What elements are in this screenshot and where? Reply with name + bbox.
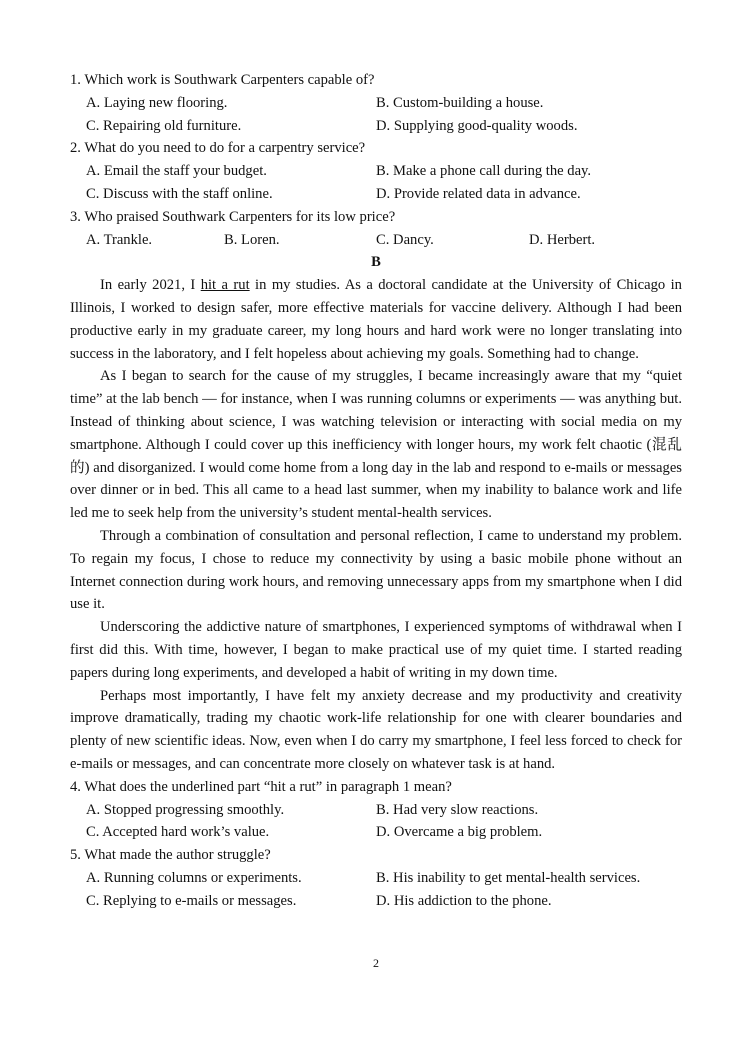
- q4-option-a: A. Stopped progressing smoothly.: [86, 801, 285, 818]
- question-1-options-row-1: [70, 92, 682, 115]
- question-5-options-row-2: [70, 890, 682, 913]
- q1-option-a: A. Laying new flooring.: [86, 94, 228, 111]
- p1-text-before: In early 2021, I: [100, 277, 201, 294]
- q2-option-b: B. Make a phone call during the day.: [376, 163, 592, 180]
- passage-paragraph-4: Underscoring the addictive nature of smartphones, I experienced symptoms of withdrawal when I first did this. With time, however, I began to make practical use of my quiet time. I started reading papers during long experiments, and developed a habit of writing in my down time.: [70, 619, 682, 681]
- section-b-heading: B: [371, 254, 381, 271]
- question-4-options-row-2: [70, 821, 682, 844]
- q5-option-d: D. His addiction to the phone.: [376, 892, 552, 909]
- passage-paragraph-3: Through a combination of consultation and personal reflection, I came to understand my problem. To regain my focus, I chose to reduce my connectivity by using a basic mobile phone without an Internet connection during work hours, and removing unnecessary apps from my smartphone when I did use it.: [70, 527, 682, 613]
- q4-option-b: B. Had very slow reactions.: [376, 801, 539, 818]
- question-1-stem: 1. Which work is Southwark Carpenters capable of?: [70, 72, 375, 88]
- question-1-options-row-2: [70, 115, 682, 138]
- question-2-stem: 2. What do you need to do for a carpentry service?: [70, 140, 366, 157]
- document-page: [70, 69, 682, 912]
- q1-option-b: B. Custom-building a house.: [376, 94, 544, 111]
- q1-option-c: C. Repairing old furniture.: [86, 117, 242, 134]
- question-4-options-row-1: [70, 799, 682, 822]
- passage-paragraph-2: As I began to search for the cause of my struggles, I became increasingly aware that my “quiet time” at the lab bench — for instance, when I was running columns or experiments — was anything but. Instead of thinking about science, I was watching television or interacting with social media on my smartphone. Although I could cover up this inefficiency with longer hours, my work felt chaotic (混乱的) and disorganized. I would come home from a long day in the lab and respond to e-mails or messages over dinner or in bed. This all came to a head last summer, when my inability to balance work and life led me to seek help from the university’s student mental-health services.: [70, 368, 682, 522]
- question-2-options-row-1: [70, 160, 682, 183]
- p1-text-after: in my studies. As a doctoral candidate at the University of Chicago in Illinois, I worked to design safer, more effective materials for vaccine delivery. Although I had been productive early in my graduate career, my long hours and hard work were no longer translating into success in the laboratory, and I felt hopeless about achieving my goals. Something had to change.: [70, 277, 682, 362]
- q5-option-c: C. Replying to e-mails or messages.: [86, 892, 297, 909]
- question-3-options-row: [70, 229, 682, 252]
- q5-option-a: A. Running columns or experiments.: [86, 869, 302, 886]
- q2-option-a: A. Email the staff your budget.: [86, 163, 267, 180]
- page-number: 2: [373, 956, 379, 970]
- question-4-stem: 4. What does the underlined part “hit a rut” in paragraph 1 mean?: [70, 778, 452, 795]
- passage-paragraph-5: Perhaps most importantly, I have felt my anxiety decrease and my productivity and creativity improve dramatically, trading my chaotic work-life relationship for one with clearer boundaries and plenty of new scientific ideas. Now, even when I do carry my smartphone, I feel less forced to check for e-mails or messages, and can concentrate more closely on whatever task is at hand.: [70, 687, 682, 772]
- q1-option-d: D. Supplying good-quality woods.: [376, 117, 578, 134]
- passage-paragraph-1: [70, 274, 682, 365]
- question-2-options-row-2: [70, 183, 682, 206]
- question-5-options-row-1: [70, 867, 682, 890]
- q3-option-a: A. Trankle.: [86, 231, 153, 248]
- q4-option-c: C. Accepted hard work’s value.: [86, 824, 270, 841]
- underlined-phrase: hit a rut: [200, 277, 250, 294]
- q4-option-d: D. Overcame a big problem.: [376, 824, 543, 841]
- q2-option-d: D. Provide related data in advance.: [376, 185, 581, 202]
- question-5-stem: 5. What made the author struggle?: [70, 847, 271, 864]
- q2-option-c: C. Discuss with the staff online.: [86, 185, 273, 202]
- q3-option-b: B. Loren.: [224, 231, 280, 248]
- q3-option-c: C. Dancy.: [376, 231, 434, 248]
- q3-option-d: D. Herbert.: [529, 231, 596, 248]
- q5-option-b: B. His inability to get mental-health services.: [376, 869, 641, 886]
- question-3-stem: 3. Who praised Southwark Carpenters for its low price?: [70, 208, 396, 225]
